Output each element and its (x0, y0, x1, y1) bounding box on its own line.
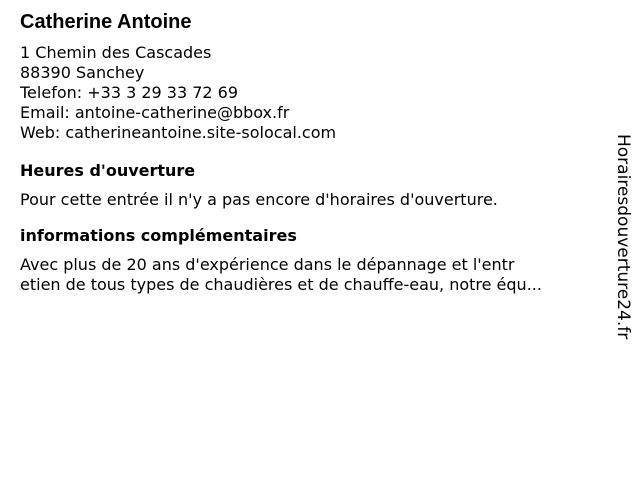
business-card (20, 10, 600, 295)
address-street: 1 Chemin des Cascades (20, 43, 212, 62)
additional-info-heading: informations complémentaires (20, 226, 297, 245)
additional-info-text (20, 255, 600, 295)
additional-info-line-2: etien de tous types de chaudières et de chauffe-eau, notre équ... (20, 275, 542, 294)
phone-number: Telefon: +33 3 29 33 72 69 (20, 83, 239, 102)
opening-hours-heading: Heures d'ouverture (20, 161, 196, 180)
opening-hours-text: Pour cette entrée il n'y a pas encore d'horaires d'ouverture. (20, 190, 498, 209)
email-address: Email: antoine-catherine@bbox.fr (20, 103, 290, 122)
site-watermark: Horairesdouverture24.fr (613, 134, 633, 340)
business-name: Catherine Antoine (20, 11, 192, 33)
additional-info-line-1: Avec plus de 20 ans d'expérience dans le dépannage et l'entr (20, 255, 515, 274)
website-address: Web: catherineantoine.site-solocal.com (20, 123, 337, 142)
address-city: 88390 Sanchey (20, 63, 145, 82)
